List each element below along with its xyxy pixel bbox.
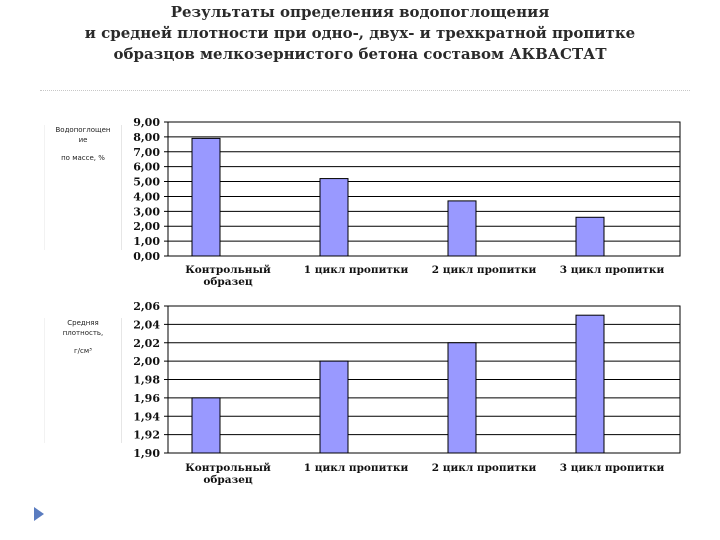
chart1-ytick-label: 1,00: [133, 235, 160, 249]
chart2-ytick-label: 2,06: [133, 300, 160, 313]
chart1-category-label: 2 цикл пропитки: [431, 264, 537, 276]
chart1-ylabel-line2: ие: [78, 136, 88, 144]
title-line-1: Результаты определения водопоглощения: [170, 3, 550, 21]
chart2-bar: [576, 315, 604, 453]
chart1-ytick-label: 9,00: [133, 116, 160, 129]
chart2-ytick-label: 1,98: [133, 373, 160, 387]
chart1-ylabel-line1: Водопоглощен: [55, 126, 111, 134]
chart2-category-label: 1 цикл пропитки: [303, 462, 409, 474]
chart2-ytick-label: 1,90: [133, 447, 160, 460]
chart2-ylabel-line1: Средняя: [67, 319, 99, 327]
chart1-ytick-label: 4,00: [133, 190, 160, 204]
title-line-3: образцов мелкозернистого бетона составом АКВАСТАТ: [113, 45, 607, 63]
chart1-ytick-label: 5,00: [133, 175, 160, 189]
chart1-ytick-label: 0,00: [133, 250, 160, 263]
chart2-ytick-label: 2,00: [133, 355, 160, 369]
chart2-bar: [320, 361, 348, 453]
chart2-ytick-label: 1,92: [133, 428, 160, 442]
chart1-ytick-label: 3,00: [133, 205, 160, 219]
chart1-ytick-label: 6,00: [133, 160, 160, 174]
chart2-ylabel-line2: плотность,: [62, 329, 104, 337]
chart2-bar: [192, 398, 220, 453]
chart1-category-label: 1 цикл пропитки: [303, 264, 409, 276]
chart2-bar: [448, 343, 476, 453]
chart2-category-label: Контрольный образец: [185, 462, 271, 486]
chart1-bar: [320, 179, 348, 256]
chart1-bar: [192, 138, 220, 256]
title-line-2: и средней плотности при одно-, двух- и трехкратной пропитке: [84, 24, 636, 42]
chart1-ytick-label: 8,00: [133, 130, 160, 144]
chart1-category-label: 3 цикл пропитки: [559, 264, 665, 276]
chart1-bar: [448, 201, 476, 256]
chart2-category-label: 3 цикл пропитки: [559, 462, 665, 474]
chart2-ylabel-line3: г/см³: [74, 347, 92, 355]
chart2-ytick-label: 2,04: [133, 318, 160, 332]
chart2-ytick-label: 1,96: [133, 391, 160, 405]
chart1-bar: [576, 217, 604, 256]
chart1-ytick-label: 2,00: [133, 220, 160, 234]
triangle-right-icon[interactable]: [34, 507, 44, 521]
chart1-category-label: Контрольный образец: [185, 264, 271, 288]
chart2-ytick-label: 2,02: [133, 336, 160, 350]
chart1-ylabel-line3: по массе, %: [61, 154, 105, 162]
chart2-ytick-label: 1,94: [133, 410, 160, 424]
chart1-ytick-label: 7,00: [133, 145, 160, 159]
chart2-category-label: 2 цикл пропитки: [431, 462, 537, 474]
